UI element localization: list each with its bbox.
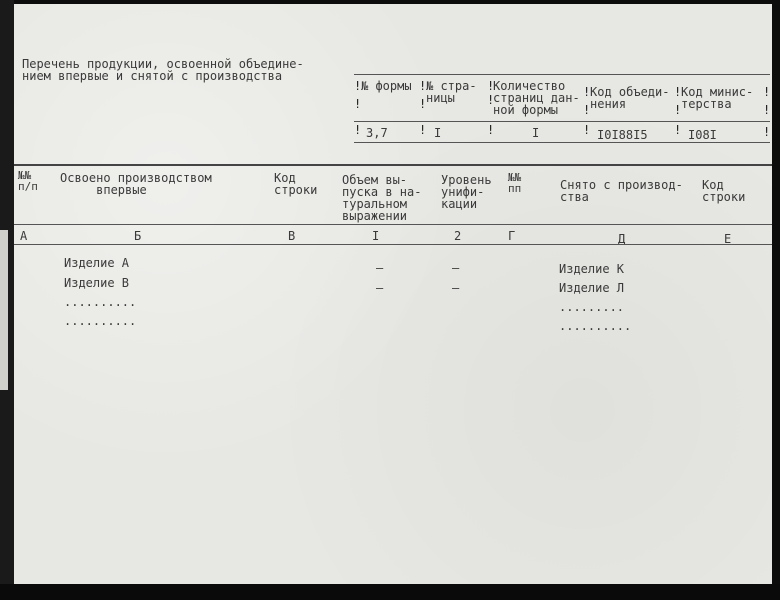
bottom-shadow	[0, 584, 780, 600]
value-ministry-code: I08I	[688, 128, 717, 142]
value-org-code: I0I88I5	[597, 128, 648, 142]
list-item: ..........	[64, 295, 137, 309]
list-item: Изделие Л	[559, 281, 625, 295]
separator-mark: !	[583, 123, 591, 137]
value-page-number: I	[434, 126, 442, 140]
separator-mark: !	[354, 97, 362, 111]
list-item: ..........	[64, 314, 137, 328]
separator-mark: !	[354, 79, 362, 93]
col-letter-b: Б	[134, 229, 142, 243]
separator-mark: !	[763, 125, 771, 139]
header-bottom-rule	[14, 224, 772, 225]
separator-mark: !	[583, 85, 591, 99]
col-header-row-code2: Код строки	[702, 178, 746, 204]
document-title: Перечень продукции, освоенной объедине- нием впервые и снятой с производства	[22, 57, 304, 83]
list-item: .........	[559, 300, 625, 314]
col-letter-v: В	[288, 229, 296, 243]
col-header-num2: №№ пп	[508, 171, 522, 195]
separator-mark: !	[419, 97, 427, 111]
col-header-num: №№ п/п	[18, 169, 38, 193]
header-page-number: № стра- ницы	[426, 79, 477, 105]
col-letter-g: Г	[508, 229, 516, 243]
separator-mark: !	[487, 93, 495, 107]
separator-mark: !	[674, 103, 682, 117]
form-table-top-rule	[354, 74, 770, 75]
value-form-number: 3,7	[366, 126, 388, 140]
separator-mark: !	[674, 85, 682, 99]
col-letter-1: I	[372, 229, 380, 243]
document-sheet	[14, 4, 772, 584]
separator-mark: !	[763, 85, 771, 99]
col-header-row-code: Код строки	[274, 171, 318, 197]
separator-mark: !	[487, 79, 495, 93]
separator-mark: !	[674, 123, 682, 137]
separator-mark: !	[419, 79, 427, 93]
separator-mark: !	[354, 123, 362, 137]
list-item: Изделие А	[64, 256, 130, 270]
header-org-code: Код объеди- нения	[590, 85, 670, 111]
header-form-number: № формы	[361, 79, 412, 93]
unification-value: –	[452, 281, 460, 295]
header-pages-count: Количество страниц дан- ной формы	[493, 79, 580, 117]
letters-bottom-rule	[14, 244, 772, 245]
form-table-mid-rule	[354, 121, 770, 122]
list-item: Изделие К	[559, 262, 625, 276]
col-letter-d: Д	[618, 232, 626, 246]
col-letter-a: А	[20, 229, 28, 243]
col-header-mastered: Освоено производством впервые	[60, 171, 212, 197]
value-pages-count: I	[532, 126, 540, 140]
separator-mark: !	[419, 123, 427, 137]
header-ministry-code: Код минис- терства	[681, 85, 754, 111]
adjacent-page-edge	[0, 230, 8, 390]
volume-value: –	[376, 261, 384, 275]
separator-mark: !	[583, 103, 591, 117]
separator-mark: !	[763, 103, 771, 117]
col-header-unification: Уровень унифи- кации	[441, 173, 492, 211]
main-table-top-rule	[14, 164, 772, 166]
col-letter-2: 2	[454, 229, 462, 243]
separator-mark: !	[487, 123, 495, 137]
volume-value: –	[376, 281, 384, 295]
col-header-removed: Снято с производ- ства	[560, 178, 683, 204]
unification-value: –	[452, 261, 460, 275]
list-item: Изделие В	[64, 276, 130, 290]
list-item: ..........	[559, 319, 632, 333]
col-header-volume: Объем вы- пуска в на- туральном выражении	[342, 173, 422, 223]
col-letter-e: Е	[724, 232, 732, 246]
form-table-bottom-rule	[354, 142, 770, 143]
